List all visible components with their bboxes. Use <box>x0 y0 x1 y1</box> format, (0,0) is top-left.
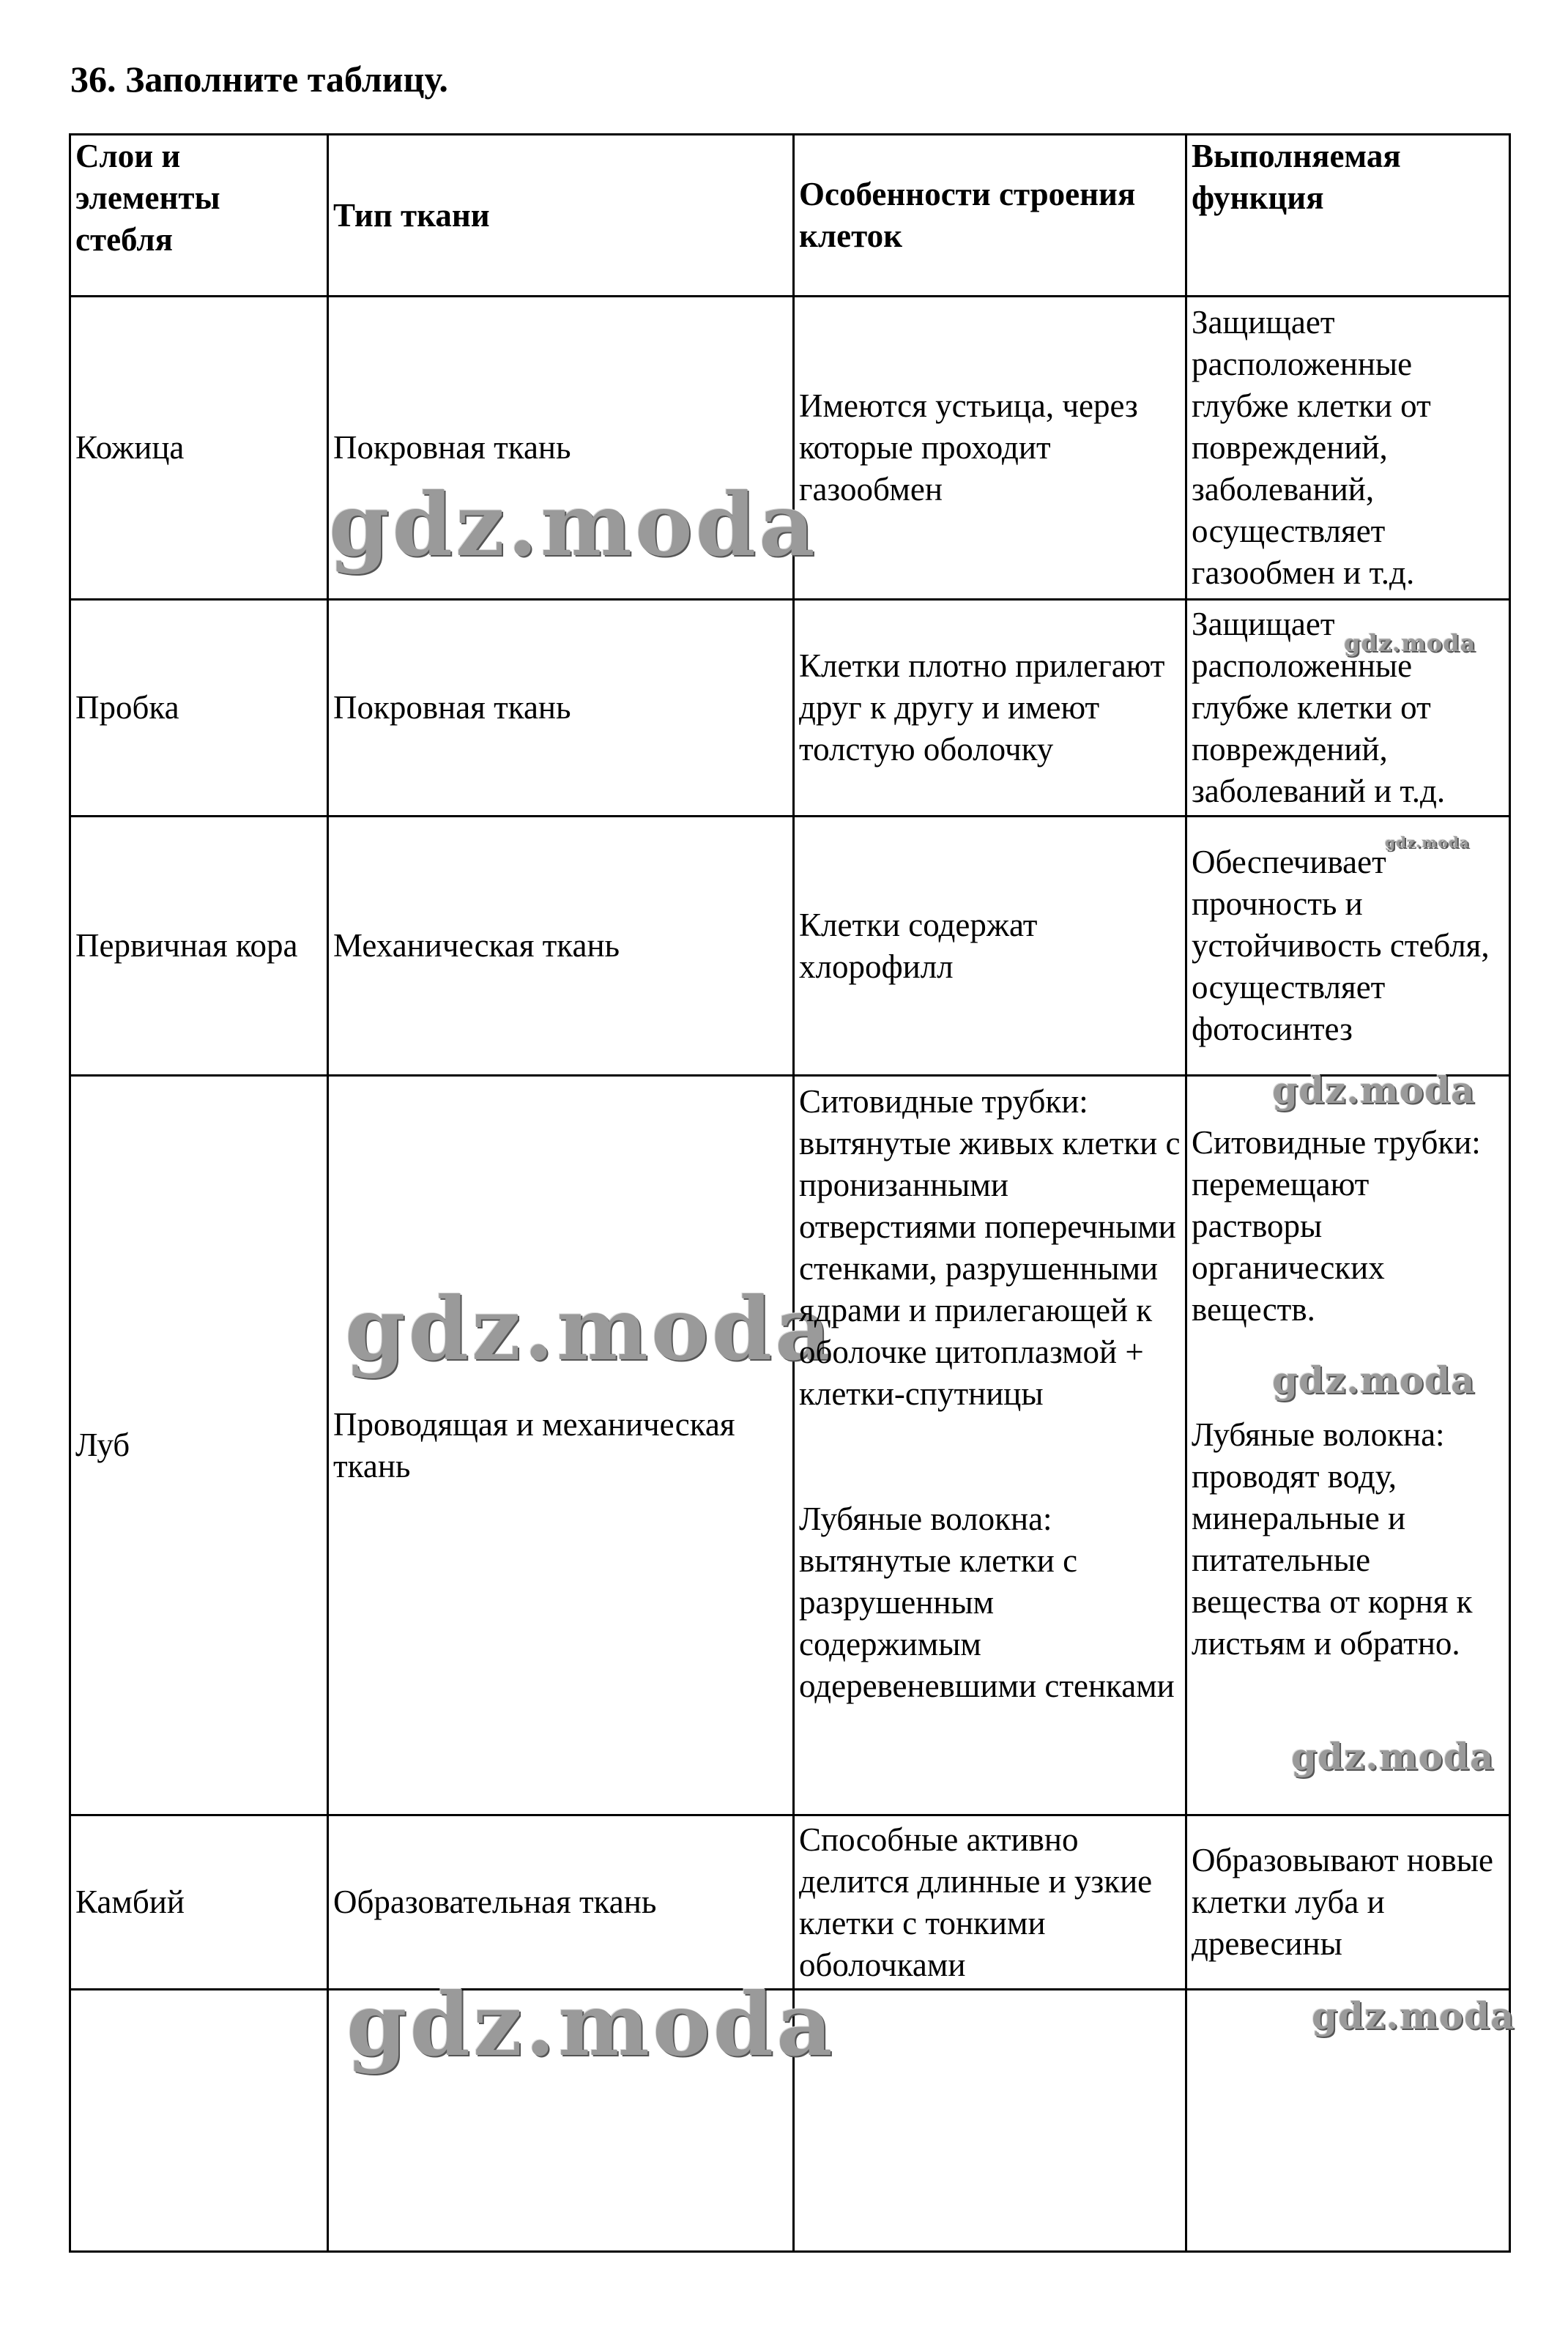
table-row <box>70 1815 1510 1990</box>
watermark: gdz.moda <box>1385 833 1470 851</box>
function-cell: Образовывают новые клетки луба и древесины <box>1186 1815 1510 1990</box>
tissue-cell: Покровная ткань <box>328 600 794 817</box>
function-bast-fibers: Лубяные волокна: проводят воду, минеральные и питательные вещества от корня к листьям и обратно. <box>1192 1416 1473 1662</box>
layer-cell: Камбий <box>70 1815 328 1990</box>
function-text: Защищает расположенные глубже клетки от повреждений, заболеваний и т.д. <box>1192 606 1446 809</box>
features-cell <box>794 1990 1186 2252</box>
paragraph-gap <box>1192 1331 1504 1414</box>
function-cell <box>1186 600 1510 817</box>
table-row <box>70 817 1510 1076</box>
layer-cell: Первичная кора <box>70 817 328 1076</box>
header-tissue-type: Тип ткани <box>328 135 794 297</box>
answer-table <box>69 133 1515 2253</box>
function-cell <box>1186 817 1510 1076</box>
header-layers: Слои и элементы стебля <box>70 135 328 297</box>
features-sieve-tubes: Ситовидные трубки: вытянутые живых клетки с пронизанными отверстиями поперечными стенками, разрушенными ядрами и прилегающей к оболочке цитоплазмой + клетки-спутницы <box>799 1083 1181 1412</box>
tissue-cell: Образовательная ткань <box>328 1815 794 1990</box>
features-cell <box>794 1076 1186 1815</box>
tissue-cell <box>328 1076 834 1815</box>
layer-cell: Луб <box>70 1076 328 1815</box>
watermark: gdz.moda <box>345 1278 834 1380</box>
watermark: gdz.moda <box>1272 1358 1476 1402</box>
layer-cell: Пробка <box>70 600 328 817</box>
table-row <box>70 297 1510 600</box>
header-function: Выполняемая функция <box>1186 135 1510 297</box>
watermark: gdz.moda <box>1291 1735 1495 1778</box>
tissue-cell <box>328 1974 836 2252</box>
table-row <box>70 1076 1510 1815</box>
watermark: gdz.moda <box>1312 1994 1515 2037</box>
features-cell: Клетки содержат хлорофилл <box>794 817 1186 1076</box>
table-row <box>70 600 1510 817</box>
page-title: 36. Заполните таблицу. <box>70 59 448 100</box>
function-sieve-tubes: Ситовидные трубки: перемещают растворы органических веществ. <box>1192 1124 1481 1328</box>
table-row <box>70 1990 1510 2252</box>
header-cell-features: Особенности строения клеток <box>794 135 1186 297</box>
tissue-cell <box>328 297 818 600</box>
tissue-text: Проводящая и механическая ткань <box>333 1405 735 1484</box>
layer-cell: Кожица <box>70 297 328 600</box>
watermark: gdz.moda <box>1272 1068 1476 1112</box>
tissue-cell: Механическая ткань <box>328 817 794 1076</box>
function-cell: Защищает расположенные глубже клетки от повреждений, заболеваний, осуществляет газообмен и т.д. <box>1186 297 1510 600</box>
features-bast-fibers: Лубяные волокна: вытянутые клетки с разрушенным содержимым одеревеневшими стенками <box>799 1501 1175 1704</box>
table-header-row <box>70 135 1510 297</box>
watermark: gdz.moda <box>329 474 818 576</box>
function-cell <box>1186 1068 1510 1815</box>
watermark: gdz.moda <box>346 1974 836 2075</box>
features-cell: Способные активно делится длинные и узкие клетки с тонкими оболочками <box>794 1815 1186 1990</box>
tissue-text: Покровная ткань <box>333 429 571 466</box>
features-cell: Клетки плотно прилегают друг к другу и имеют толстую оболочку <box>794 600 1186 817</box>
features-cell: Имеются устьица, через которые проходит газообмен <box>794 297 1186 600</box>
function-cell <box>1186 1990 1515 2252</box>
layer-cell <box>70 1990 328 2252</box>
watermark: gdz.moda <box>1344 629 1476 657</box>
function-text: Обеспечивает прочность и устойчивость стебля, осуществляет фотосинтез <box>1192 844 1490 1047</box>
paragraph-gap <box>799 1415 1181 1498</box>
